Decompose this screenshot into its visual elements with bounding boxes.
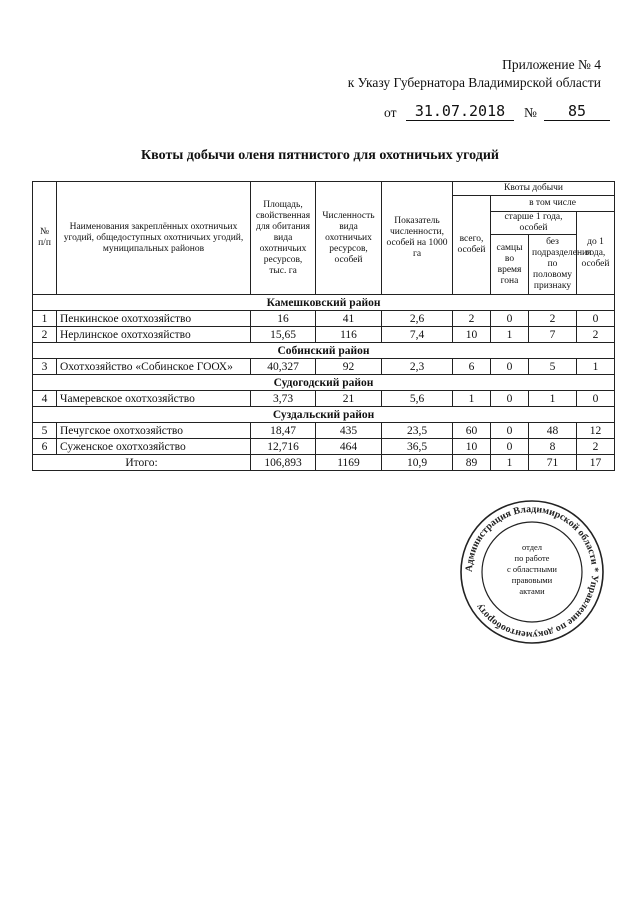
total-population: 1169 [316, 455, 382, 471]
cell-under1: 0 [577, 391, 615, 407]
cell-total: 10 [453, 439, 491, 455]
cell-num: 5 [33, 423, 57, 439]
cell-num: 1 [33, 311, 57, 327]
total-area: 106,893 [251, 455, 316, 471]
table-row [33, 359, 615, 375]
cell-population: 21 [316, 391, 382, 407]
cell-no-sex: 1 [529, 391, 577, 407]
cell-under1: 2 [577, 439, 615, 455]
cell-under1: 2 [577, 327, 615, 343]
cell-under1: 0 [577, 311, 615, 327]
cell-males-rut: 0 [491, 311, 529, 327]
cell-area: 18,47 [251, 423, 316, 439]
stamp-line: с областными [507, 564, 557, 574]
col-header-total: всего, особей [453, 196, 491, 295]
table-header [33, 182, 615, 295]
total-total: 89 [453, 455, 491, 471]
cell-males-rut: 0 [491, 391, 529, 407]
cell-no-sex: 5 [529, 359, 577, 375]
cell-under1: 1 [577, 359, 615, 375]
col-header-older: старше 1 года, особей [491, 212, 577, 235]
stamp-line: актами [519, 586, 545, 596]
decree-date-line [384, 103, 614, 123]
table-row [33, 439, 615, 455]
cell-males-rut: 0 [491, 423, 529, 439]
cell-no-sex: 48 [529, 423, 577, 439]
cell-name: Пенкинское охотхозяйство [57, 311, 251, 327]
cell-num: 4 [33, 391, 57, 407]
col-header-males-rut: самцы во время гона [491, 235, 529, 295]
cell-no-sex: 2 [529, 311, 577, 327]
cell-name: Суженское охотхозяйство [57, 439, 251, 455]
cell-name: Чамеревское охотхозяйство [57, 391, 251, 407]
cell-under1: 12 [577, 423, 615, 439]
total-density: 10,9 [382, 455, 453, 471]
col-header-including: в том числе [491, 196, 615, 212]
cell-num: 3 [33, 359, 57, 375]
cell-no-sex: 8 [529, 439, 577, 455]
district-row: Собинский район [33, 343, 615, 359]
cell-population: 116 [316, 327, 382, 343]
cell-name: Нерлинское охотхозяйство [57, 327, 251, 343]
col-header-area: Площадь, свойственная для обитания вида охотничьих ресурсов, тыс. га [251, 182, 316, 295]
stamp-ring-text: Администрация Владимирской области * Управление по документообороту [463, 503, 601, 641]
cell-area: 3,73 [251, 391, 316, 407]
total-row [33, 455, 615, 471]
cell-total: 10 [453, 327, 491, 343]
cell-total: 6 [453, 359, 491, 375]
cell-total: 60 [453, 423, 491, 439]
table-body [33, 295, 615, 471]
cell-name: Печугское охотхозяйство [57, 423, 251, 439]
total-males-rut: 1 [491, 455, 529, 471]
cell-name: Охотхозяйство «Собинское ГООХ» [57, 359, 251, 375]
cell-area: 40,327 [251, 359, 316, 375]
cell-males-rut: 0 [491, 359, 529, 375]
cell-density: 2,6 [382, 311, 453, 327]
col-header-no-sex: без подразделения по половому признаку [529, 235, 577, 295]
date-label: от [384, 105, 397, 120]
cell-density: 23,5 [382, 423, 453, 439]
cell-density: 36,5 [382, 439, 453, 455]
number-label: № [524, 105, 537, 120]
cell-total: 1 [453, 391, 491, 407]
col-header-under1: до 1 года, особей [577, 212, 615, 295]
col-header-population: Численность вида охотничьих ресурсов, особей [316, 182, 382, 295]
official-stamp [458, 498, 606, 646]
cell-num: 6 [33, 439, 57, 455]
appendix-decree: к Указу Губернатора Владимирской области [347, 75, 601, 90]
stamp-line: отдел [521, 542, 543, 552]
cell-area: 12,716 [251, 439, 316, 455]
cell-population: 464 [316, 439, 382, 455]
cell-no-sex: 7 [529, 327, 577, 343]
district-row: Судогодский район [33, 375, 615, 391]
cell-population: 435 [316, 423, 382, 439]
stamp-line: правовыми [511, 575, 553, 585]
total-no-sex: 71 [529, 455, 577, 471]
cell-density: 2,3 [382, 359, 453, 375]
cell-males-rut: 1 [491, 327, 529, 343]
decree-date: 31.07.2018 [406, 102, 514, 121]
cell-density: 5,6 [382, 391, 453, 407]
table-row [33, 311, 615, 327]
cell-males-rut: 0 [491, 439, 529, 455]
district-row: Камешковский район [33, 295, 615, 311]
document-title: Квоты добычи оленя пятнистого для охотничьих угодий [141, 148, 499, 163]
cell-area: 15,65 [251, 327, 316, 343]
cell-total: 2 [453, 311, 491, 327]
table-row [33, 327, 615, 343]
col-header-quotas: Квоты добычи [453, 182, 615, 196]
cell-num: 2 [33, 327, 57, 343]
col-header-density: Показатель численности, особей на 1000 га [382, 182, 453, 295]
table-row [33, 391, 615, 407]
total-label: Итого: [33, 455, 251, 471]
table-row [33, 423, 615, 439]
cell-population: 92 [316, 359, 382, 375]
district-row: Суздальский район [33, 407, 615, 423]
total-under1: 17 [577, 455, 615, 471]
appendix-title: Приложение № 4 [502, 57, 601, 72]
col-header-num: № п/п [33, 182, 57, 295]
decree-number: 85 [544, 102, 610, 121]
cell-density: 7,4 [382, 327, 453, 343]
cell-population: 41 [316, 311, 382, 327]
stamp-line: по работе [514, 553, 550, 563]
cell-area: 16 [251, 311, 316, 327]
quota-table [32, 181, 615, 471]
col-header-name: Наименования закреплённых охотничьих угодий, общедоступных охотничьих угодий, муниципальных районов [57, 182, 251, 295]
